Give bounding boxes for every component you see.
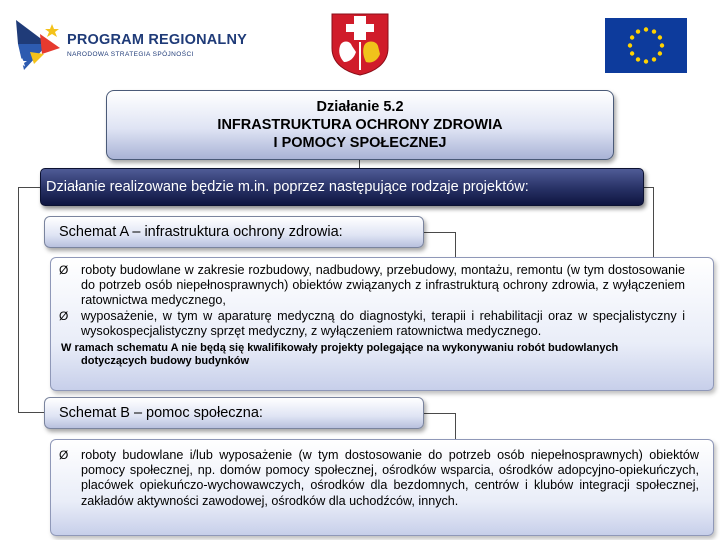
connector-b-right (424, 413, 456, 414)
connector-intro-right-down (653, 187, 654, 257)
eu-flag-icon (605, 18, 687, 73)
bullet-arrow-icon: Ø (59, 448, 69, 462)
connector-a-right (424, 232, 456, 233)
title-line-3: I POMOCY SPOŁECZNEJ (273, 135, 447, 151)
schemat-a-header: Schemat A – infrastruktura ochrony zdrowia: (44, 216, 424, 248)
bullet-text: roboty budowlane i/lub wyposażenie (w tym dostosowanie do potrzeb osób niepełnosprawnych) obiektów pomocy społecznej, np. domów pomocy społecznej, ośrodków wsparcia, ośrodków adopcyjno-opiekuńczych, placówek opiekuńczo-wychowawczych, ośrodków dla bezdomnych, centrów i klubów integracji społecznej, zakładów aktywności zawodowej, ośrodków dla uchodźców, innych. (81, 448, 699, 508)
title-box (106, 90, 614, 160)
list-item (59, 448, 699, 509)
connector-tree-trunk (18, 187, 19, 413)
coat-of-arms (330, 12, 390, 76)
connector-title-intro (359, 160, 360, 168)
schemat-b-header: Schemat B – pomoc społeczna: (44, 397, 424, 429)
bullet-text: wyposażenie, w tym w aparaturę medyczną do diagnostyki, terapii i rehabilitacji oraz w specjalistyczny i wysokospecjalistyczny sprzęt medyczny, z wyłączeniem ratownictwa medycznego. (81, 308, 685, 338)
program-regionalny-logo (10, 14, 260, 76)
intro-banner: Działanie realizowane będzie m.in. poprzez następujące rodzaje projektów: (40, 168, 644, 206)
title-line-2: INFRASTRUKTURA OCHRONY ZDROWIA (217, 117, 503, 133)
coat-of-arms-icon (330, 12, 390, 76)
title-line-1: Działanie 5.2 (316, 99, 404, 115)
connector-b-down (455, 413, 456, 439)
schemat-b-panel (50, 439, 714, 536)
program-logo-name: PROGRAM REGIONALNY (67, 32, 248, 48)
bullet-text: roboty budowlane w zakresie rozbudowy, nadbudowy, przebudowy, montażu, remontu (w tym dostosowanie do potrzeb osób niepełnosprawnych) obiektów związanych z infrastrukturą ochrony zdrowia, z wyłączeniem ratownictwa medycznego, (81, 263, 685, 308)
bullet-arrow-icon: Ø (59, 263, 69, 277)
connector-tree-bottom (18, 412, 44, 413)
connector-tree-top (18, 187, 40, 188)
list-item (59, 309, 685, 339)
connector-a-down (455, 232, 456, 257)
program-regionalny-logo-icon (10, 14, 66, 76)
bullet-arrow-icon: Ø (59, 308, 69, 323)
schemat-a-note: W ramach schematu A nie będą się kwalifikowały projekty polegające na wykonywaniu robót budowlanych dotyczących budowy budynków (61, 342, 619, 368)
schemat-a-panel (50, 257, 714, 391)
list-item (59, 263, 685, 309)
program-logo-subtitle: NARODOWA STRATEGIA SPÓJNOŚCI (67, 51, 194, 58)
eu-flag (605, 18, 687, 73)
